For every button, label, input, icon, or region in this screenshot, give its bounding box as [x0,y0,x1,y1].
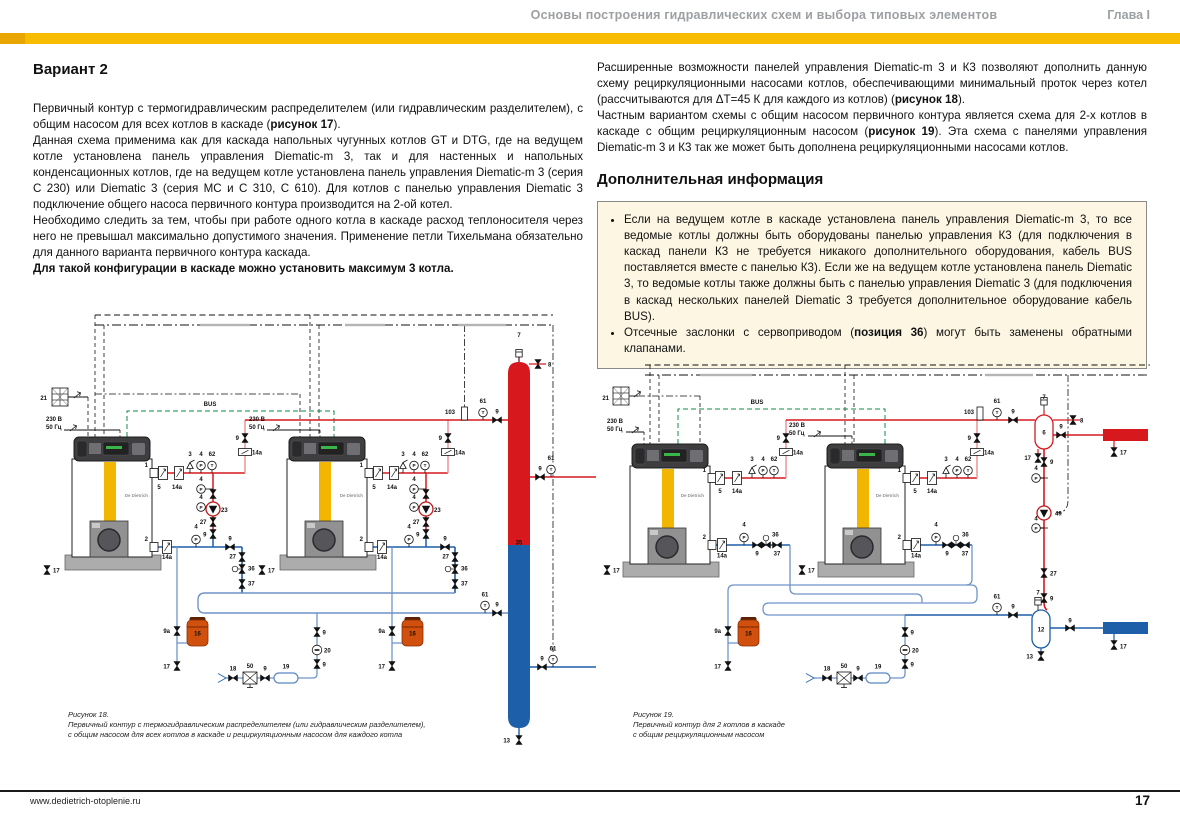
junction-box-icon [613,387,629,405]
diagram-label: 14а [793,450,804,457]
system-supply-bar [1103,429,1148,441]
diagram-label: 35 [515,540,523,547]
diagram-label: 9 [322,630,326,637]
diagram-label: 14а [731,489,743,495]
diagram-label: 62 [964,457,972,463]
diagram-label: 49 [1055,511,1062,518]
diagram-label: 3 [188,452,192,458]
diagram-label: 230 В [46,417,63,423]
diagram-label: 17 [1024,456,1031,462]
diagram-label: 9 [1011,409,1015,416]
diagram-label: 4 [407,524,411,531]
diagram-label: 4 [199,495,203,501]
diagram-label: 21 [602,396,609,402]
diagram-label: 13 [503,738,510,745]
figure18-hydraulic-schematic [30,300,610,755]
paragraph: Для такой конфигурации в каскаде можно установить максимум 3 котла. [33,261,454,275]
diagram-label: De Dietrich [680,493,704,498]
diagram-label: 9а [378,629,385,635]
diagram-label: 4 [761,457,765,463]
page-header [0,8,1150,22]
diagram-label: BUS [750,400,764,406]
diagram-label: 27 [229,554,236,561]
diagram-label: 7 [517,333,521,339]
diagram-label: 9 [416,532,420,539]
diagram-label: 50 [246,664,254,670]
diagram-label: P [194,537,198,543]
diagram-label: 5 [913,489,917,495]
paragraph: Первичный контур с термогидравлическим распределителем (или гидравлическим разделителем), с общим насосом для всех котлов в каскаде (рисунок 17). [33,101,583,131]
diagram-label: De Dietrich [875,493,899,498]
diagram-label: 18 [823,666,831,673]
diagram-label: 4 [199,452,203,458]
diagram-label: 4 [412,452,416,458]
diagram-label: 230 В [789,423,806,429]
diagram-label: 27 [412,520,420,526]
diagram-label: 27 [1050,571,1057,578]
diagram-label: 14а [455,450,466,457]
diagram-label: P [199,463,203,469]
right-column [597,60,1147,369]
diagram-label: 9 [910,662,914,669]
diagram-label: 4 [194,524,198,531]
diagram-label: 16 [745,631,752,638]
diagram-label: 36 [962,532,969,539]
diagram-label: 50 Гц [46,425,62,431]
diagram-label: 17 [163,664,170,671]
diagram-label: 9 [1050,460,1054,466]
diagram-label: 1 [144,463,148,469]
diagram-label: 17 [1120,644,1127,651]
diagram-label: 4 [412,495,416,501]
page-number: 17 [1134,793,1150,808]
diagram-label: 9 [263,666,267,673]
section-heading: Вариант 2 [33,61,108,78]
diagram-label: 9 [540,656,544,663]
diagram-label: 4 [955,457,959,463]
boiler [65,437,161,570]
diagram-label: 62 [770,457,778,463]
diagram-label: 9 [438,436,442,442]
diagram-label: 27 [199,520,207,526]
diagram-label: 50 Гц [249,425,265,431]
paragraph: Данная схема применима как для каскада напольных чугунных котлов GT и DTG, где на ведущем котле установлена панель управления Diematic-m 3, так и для настенных и напольных конденсационных котлов, где на ведущем котле установлена панель управления Diematic-m 3 (серия С 230) или Diematic 3 (серия МС и С 310, С 610). Для котлов с панелью управления Diematic 3 подключение общего насоса первичного контура производится на 2-ой котел. [33,133,583,211]
diagram-label: P [412,486,416,492]
diagram-label: 20 [324,648,331,655]
diagram-label: Т [551,657,555,663]
diagram-label: 17 [808,568,815,575]
diagram-label: P [934,535,938,541]
diagram-label: Т [549,467,553,473]
diagram-label: 9 [755,551,759,558]
diagram-label: 9 [1059,424,1063,431]
diagram-label: 14а [910,553,922,560]
pump-icon [419,502,433,516]
diagram-label: 23 [434,508,441,514]
accent-bar-block [0,33,25,44]
diagram-label: 17 [613,568,620,575]
diagram-label: 4 [934,522,938,529]
diagram-label: 61 [479,399,487,405]
figure18-caption: Рисунок 18. Первичный контур с термогидравлическим распределителем (или гидравлическим разделителем), с общим насосом для всех котлов в каскаде и рециркуляционным насосом для каждого котла [68,710,426,740]
diagram-label: 9 [443,536,447,543]
diagram-label: 9 [945,551,949,558]
diagram-label: 17 [378,664,385,671]
footer-website: www.dedietrich-otoplenie.ru [30,796,141,806]
diagram-label: 19 [282,664,290,671]
diagram-label: Т [966,468,970,474]
left-column [33,60,583,277]
diagram-label: 16 [409,631,416,638]
accent-bar [0,33,1180,44]
diagram-label: Т [995,410,999,416]
diagram-label: 9 [495,409,499,416]
diagram-label: 8 [548,362,552,369]
diagram-label: 9 [910,630,914,637]
diagram-label: 14а [386,485,398,491]
diagram-label: P [412,504,416,510]
diagram-label: 27 [442,554,449,561]
diagram-label: 17 [714,664,721,671]
diagram-label: P [1034,525,1038,531]
diagram-label: 17 [53,568,60,575]
cable-segment [700,374,752,376]
diagram-label: 9 [967,436,971,442]
diagram-label: 61 [481,592,489,599]
diagram-label: 50 Гц [607,427,623,433]
header-chapter: Глава I [1107,8,1150,22]
diagram-label: P [412,463,416,469]
diagram-label: 3 [750,457,754,463]
diagram-label: 103 [444,410,455,416]
figure19-caption: Рисунок 19. Первичный контур для 2 котлов в каскаде с общим рециркуляционным насосом [633,710,785,740]
diagram-label: 4 [742,522,746,529]
boiler [280,437,376,570]
diagram-label: De Dietrich [124,493,148,498]
diagram-label: 23 [221,508,228,514]
figure19-hydraulic-schematic [595,335,1160,755]
diagram-label: De Dietrich [339,493,363,498]
boiler [818,444,914,577]
diagram-label: 14а [716,553,728,560]
diagram-label: 5 [372,485,376,491]
diagram-label: 103 [963,410,974,416]
diagram-label: BUS [203,402,217,408]
info-bullet: • Отсечные заслонки с сервоприводом (позиция 36) могут быть заменены обратными клапанами. [624,325,1132,357]
paragraph: Расширенные возможности панелей управления Diematic-m 3 и К3 позволяют дополнить данную схему рециркуляционными насосами котлов, обеспечивающими минимальный проток через котел (рассчитываются для ΔТ=45 К для каждого из котлов) (рисунок 18). [597,61,1147,106]
diagram-label: 50 Гц [789,431,805,437]
return-piping [716,545,1114,678]
diagram-label: 9 [776,436,780,442]
funnel-icon [218,674,226,683]
diagram-label: P [199,486,203,492]
diagram-label: Т [481,410,485,416]
diagram-label: 7 [1042,395,1046,401]
diagram-label: 8 [1080,418,1084,425]
diagram-label: 2 [702,535,706,541]
diagram-label: 5 [718,489,722,495]
air-vent-icon [516,350,522,363]
diagram-label: Т [423,463,427,469]
diagram-label: 62 [421,452,429,458]
diagram-label: 61 [993,399,1001,405]
diagram-label: 50 [840,664,848,670]
diagram-label: 5 [157,485,161,491]
diagram-label: 230 В [607,419,624,425]
diagram-label: 13 [1026,654,1033,661]
diagram-label: 7 [1036,590,1040,597]
air-vent-icon [1035,598,1041,611]
diagram-label: 62 [208,452,216,458]
diagram-label: 1 [897,468,901,474]
diagram-label: 14а [376,555,388,561]
paragraph: Частным вариантом схемы с общим насосом первичного контура является схема для 2-х котлов в каскаде с общим рециркуляционным насосом (рисунок 19). Эта схема с панелями управления Diematic-m 3 и К3 так же может быть дополнена рециркуляционными насосами котлов. [597,108,1148,154]
diagram-label: 16 [194,631,201,638]
diagram-label: P [955,468,959,474]
diagram-label: 9а [714,629,721,635]
bus-cable [127,411,334,437]
diagram-label: 9 [1011,604,1015,611]
paragraph: Необходимо следить за тем, чтобы при работе одного котла в каскаде расход теплоносителя через него не превышал максимально допустимого значения. Применение петли Тихельмана обязательно для данного варианта первичного контура каскада. [33,213,583,259]
diagram-label: 2 [897,535,901,541]
diagram-label: P [407,537,411,543]
diagram-label: 1 [702,468,706,474]
diagram-label: 14а [161,555,173,561]
diagram-label: 61 [547,456,555,462]
diagram-label: P [1034,475,1038,481]
diagram-label: 12 [1037,627,1045,634]
diagram-label: 4 [1034,516,1038,523]
diagram-label: P [742,535,746,541]
diagram-label: Т [995,605,999,611]
diagram-label: 21 [40,396,47,402]
pump-icon [1037,506,1051,520]
boiler [623,444,719,577]
diagram-label: 4 [1034,466,1038,472]
info-heading: Дополнительная информация [597,170,824,188]
diagram-label: 37 [248,581,255,588]
header-title: Основы построения гидравлических схем и выбора типовых элементов [530,8,998,22]
diagram-label: 36 [248,566,255,573]
pump-icon [206,502,220,516]
diagram-label: 19 [874,664,882,671]
funnel-icon [806,674,814,683]
diagram-label: 9 [322,662,326,669]
diagram-label: 230 В [249,417,266,423]
diagram-label: 9 [1050,596,1054,603]
diagram-label: 4 [412,477,416,483]
cable-segment [345,324,385,326]
diagram-label: 36 [772,532,779,539]
diagram-label: 9 [538,466,542,473]
diagram-label: 3 [944,457,948,463]
footer-rule [0,790,1180,792]
cable-segment [458,324,506,326]
diagram-label: 3 [401,452,405,458]
diagram-label: 61 [993,594,1001,601]
diagram-label: P [199,504,203,510]
diagram-label: Т [772,468,776,474]
diagram-label: 4 [199,477,203,483]
diagram-label: 37 [461,581,468,588]
diagram-label: 14а [984,450,995,457]
supply-piping [158,352,596,547]
diagram-label: 1 [359,463,363,469]
junction-box-icon [52,388,68,406]
diagram-label: 14а [171,485,183,491]
diagram-label: 36 [461,566,468,573]
diagram-label: 2 [359,537,363,543]
diagram-label: Т [210,463,214,469]
system-return-bar [1103,622,1148,634]
diagram-label: 9 [856,666,860,673]
diagram-label: 18 [229,666,237,673]
diagram-label: 37 [773,551,781,558]
diagram-label: 9 [1068,618,1072,625]
diagram-label: P [761,468,765,474]
diagram-label: 9 [495,602,499,609]
diagram-label: 17 [268,568,275,575]
diagram-label: 61 [549,646,557,653]
diagram-label: 2 [144,537,148,543]
cable-segment [985,374,1033,376]
diagram-label: 9а [163,629,170,635]
diagram-label: 9 [235,436,239,442]
info-bullet: • Если на ведущем котле в каскаде установлена панель управления Diematic-m 3, то все ведомые котлы должны быть оборудованы панелью управления К3 (для подключения в каскад панели К3 не требуется никакого дополнительного оборудования, кабель BUS поставляется вместе с панелью К3). Если же на ведущем котле установлена панель Diematic 3, то ведомые котлы также должны быть с панелью управления Diematic 3 (для подключения в каскад нескольких панелей Diematic 3 требуется дополнительное оборудование кабель BUS). [624,212,1132,326]
diagram-label: 37 [961,551,969,558]
diagram-label: 14а [252,450,263,457]
diagram-label: 9 [203,532,207,539]
diagram-label: 17 [1120,450,1127,457]
diagram-label: Т [483,603,487,609]
diagram-label: 6 [1042,430,1046,437]
diagram-label: 14а [926,489,938,495]
diagram-label: 9 [228,536,232,543]
diagram-label: 20 [912,648,919,655]
cable-segment [200,324,250,326]
